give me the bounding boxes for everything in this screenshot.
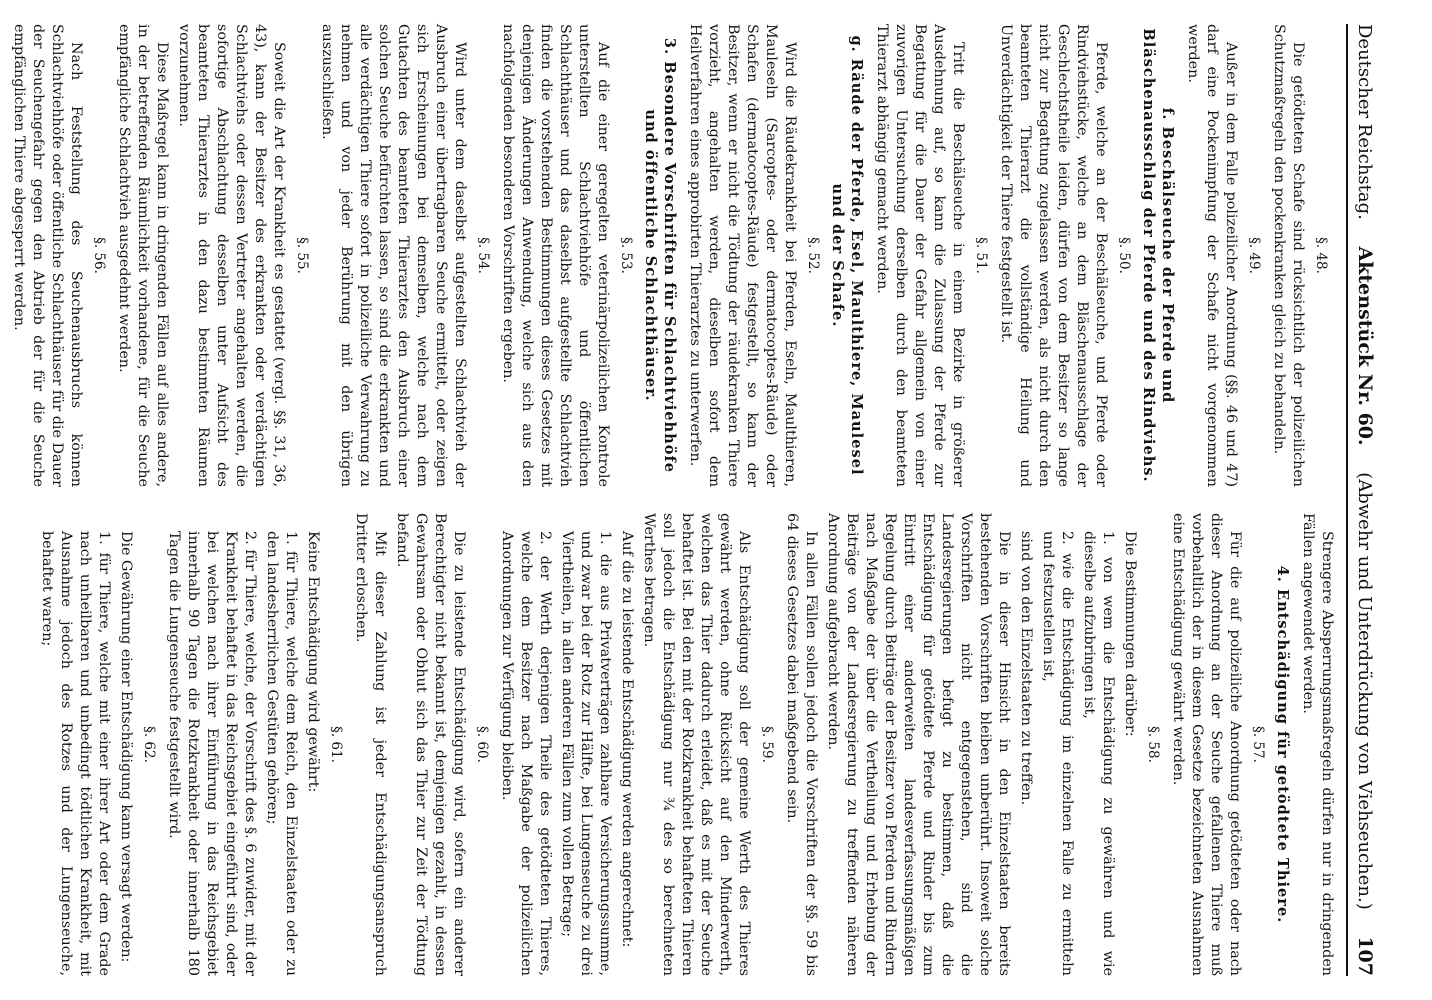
paragraph-number: §. 51.	[973, 237, 989, 274]
list-item: 2. wie die Entschädigung im einzelnen Falle zu ermitteln und festzustellen ist,	[1040, 531, 1075, 976]
body-paragraph: Für die auf polizeiliche Anordnung getödteten oder nach dieser Anordnung an der Seuche gefallenen Thiere muß vorbehaltlich der in diesem Gesetze bezeichneten Ausnahmen eine Entschädigung gewährt werden.	[1170, 513, 1243, 976]
body-paragraph: Die Gewährung einer Entschädigung kann versagt werden:	[118, 531, 134, 963]
body-paragraph: In allen Fällen sollen jedoch die Vorschriften der §§. 59 bis 64 dieses Gesetzes dabei maßgebend sein.	[784, 513, 819, 976]
header-middle: (Abwehr und Unterdrückung von Viehseuchen.)	[1354, 472, 1375, 910]
page-header	[1346, 24, 1376, 976]
body-paragraph: Auf die einer geregelten veterinärpolizeilichen Kontrole unterstellten Schlachtviehhöfe und öffentlichen Schlachthäuser und das daselbst aufgestellte Schlachtvieh finden die vorstehenden Bestimmungen dieses Gesetzes mit denjenigen Änderungen Anwendung, welche sich aus den nachfolgenden besonderen Vorschriften ergeben.	[500, 24, 611, 487]
list-item: 2. für Thiere, welche, der Vorschrift des §. 6 zuwider, mit der Krankheit behaftet in das Reichsgebiet eingeführt sind, oder bei welchen nach ihrer Einführung in das Reichsgebiet innerhalb 90 Tagen die Rotzkrankheit oder innerhalb 180 Tagen die Lungenseuche festgestellt wird.	[166, 531, 258, 976]
body-paragraph: Pferde, welche an der Beschälseuche, und Pferde oder Rindviehstücke, welche an dem Bläschenausschlage der Geschlechtstheile leiden, dürfen von dem Besitzer so lange nicht zur Begattung zugelassen werden, als nicht durch den beamteten Thierarzt die vollständige Heilung und Unverdächtigkeit der Thiere festgestellt ist.	[998, 24, 1109, 487]
body-paragraph: Außer in dem Falle polizeilicher Anordnung (§§. 46 und 47) darf eine Pockenimpfung der Schafe nicht vorgenommen werden.	[1185, 24, 1239, 487]
body-paragraph: Die in dieser Hinsicht in den Einzelstaaten bereits bestehenden Vorschriften bleiben unberührt. Insoweit solche Vorschriften nicht entgegenstehen, sind die Landesregierungen befugt zu bestimmen, daß die Entschädigung für getödtete Pferde und Rinder bis zum Eintritt einer anderweiten landesverfassungsmäßigen Regelung durch Beiträge der Besitzer von Pferden und Rindern nach Maßgabe der über die Vertheilung und Erhebung der Beiträge von der Landesregierung zu treffenden näheren Anordnung aufgebracht werden.	[825, 513, 1012, 976]
body-paragraph: Mit dieser Zahlung ist jeder Entschädigungsanspruch Dritter erloschen.	[353, 513, 388, 976]
left-column	[6, 24, 1336, 487]
page-number: 107	[1354, 936, 1376, 976]
body-paragraph: Keine Entschädigung wird gewährt:	[305, 531, 321, 793]
paragraph-number: §. 49.	[1246, 237, 1262, 274]
body-paragraph: Strengere Absperrungsmaßregeln dürfen nur in dringenden Fällen angewendet werden.	[1300, 513, 1335, 976]
paragraph-number: §. 59.	[759, 726, 775, 763]
header-title: Aktenstück Nr. 60.	[1354, 246, 1376, 446]
body-paragraph: Die getödteten Schafe sind rücksichtlich der polizeilichen Schutzmaßregeln den pockenkranken gleich zu behandeln.	[1271, 24, 1306, 487]
paragraph-number: §. 52.	[805, 237, 821, 274]
section-heading: g. Räude der Pferde, Esel, Maulthiere, Maulesel und der Schafe.	[829, 35, 865, 476]
section-heading: 4. Entschädigung für getödtete Thiere.	[1274, 565, 1291, 924]
paragraph-number: §. 60.	[474, 726, 490, 763]
list-item: 2. der Werth derjenigen Theile des getödteten Thieres, welche dem Besitzer nach Maßgabe der polizeilichen Anordnungen zur Verfügung bleiben.	[499, 531, 553, 976]
body-paragraph: Wird die Räudekrankheit bei Pferden, Eseln, Maulthieren, Mauleseln (Sarcoptes- oder dermatocoptes-Räude) oder Schafen (dermatocoptes-Räude) festgestellt, so kann der Besitzer, wenn er nicht die Tödtung der räudekranken Thiere vorzieht, angehalten werden, dieselben sofort dem Heilverfahren eines approbirten Thierarztes zu unterwerfen.	[687, 24, 798, 487]
paragraph-number: §. 61.	[328, 726, 344, 763]
body-paragraph: sind von den Einzelstaaten zu treffen.	[1018, 531, 1034, 806]
paragraph-number: §. 54.	[475, 237, 491, 274]
list-item: 1. von wem die Entschädigung zu gewähren und wie dieselbe aufzubringen ist,	[1081, 531, 1116, 976]
paragraph-number: §. 48.	[1313, 237, 1329, 274]
body-paragraph: Die Bestimmungen darüber:	[1122, 531, 1138, 737]
right-column	[6, 513, 1336, 976]
columns	[6, 24, 1336, 976]
paragraph-number: §. 62.	[141, 726, 157, 763]
body-paragraph: Wird unter dem daselbst aufgestellten Schlachtvieh der Ausbruch einer übertragbaren Seuche ermittelt, oder zeigen sich Erscheinungen bei demselben, welche nach dem Gutachten des beamteten Thierarztes den Ausbruch einer solchen Seuche befürchten lassen, so sind die erkrankten und alle verdächtigen Thiere sofort in polizeiliche Verwahrung zu nehmen und von jeder Berührung mit den übrigen auszuschließen.	[319, 24, 468, 487]
body-paragraph: Tritt die Beschälseuche in einem Bezirke in größerer Ausdehnung auf, so kann die Zulassung der Pferde zur Begattung für die Dauer der Gefahr allgemein von einer zuvorigen Untersuchung derselben durch den beamteten Thierarzt abhängig gemacht werden.	[874, 24, 966, 487]
body-paragraph: Nach Feststellung des Seuchenausbruchs können Schlachtviehhöfe oder öffentliche Schlachthäuser für die Dauer der Seuchengefahr gegen den Abtrieb der für die Seuche empfänglichen Thiere abgesperrt werden.	[11, 24, 84, 487]
body-paragraph: Soweit die Art der Krankheit es gestattet (vergl. §§. 31, 36, 43), kann der Besitzer des erkrankten oder verdächtigen Schlachtviehs oder dessen Vertreter angehalten werden, die sofortige Abschlachtung desselben unter Aufsicht des beamteten Thierarztes in den dazu bestimmten Räumen vorzunehmen.	[176, 24, 287, 487]
body-paragraph: Auf die zu leistende Entschädigung werden angerechnet:	[619, 531, 635, 948]
list-item: 1. für Thiere, welche dem Reich, den Einzelstaaten oder zu den landesherrlichen Gestüten gehören;	[264, 531, 299, 976]
paragraph-number: §. 58.	[1145, 726, 1161, 763]
header-left: Deutscher Reichstag.	[1354, 24, 1375, 220]
section-heading: f. Beschälseuche der Pferde und Bläschenausschlag der Pferde und des Rindviehs.	[1140, 28, 1176, 483]
paragraph-number: §. 53.	[618, 237, 634, 274]
paragraph-number: §. 57.	[1250, 726, 1266, 763]
body-paragraph: Die zu leistende Entschädigung wird, sofern ein anderer Berechtigter nicht bekannt ist, demjenigen gezahlt, in dessen Gewahrsam oder Obhut sich das Thier zur Zeit der Tödtung befand.	[394, 513, 467, 976]
paragraph-number: §. 55.	[294, 237, 310, 274]
list-item: 1. für Thiere, welche mit einer ihrer Art oder dem Grade nach unheilbaren und unbedingt tödtlichen Krankheit, mit Ausnahme jedoch des Rotzes und der Lungenseuche, behaftet waren;	[39, 531, 112, 976]
section-heading: 3. Besondere Vorschriften für Schlachtviehhöfe und öffentliche Schlachthäuser.	[642, 37, 678, 474]
paragraph-number: §. 50.	[1116, 237, 1132, 274]
body-paragraph: Als Entschädigung soll der gemeine Werth des Thieres gewährt werden, ohne Rücksicht auf den Minderwerth, welchen das Thier dadurch erleidet, daß es mit der Seuche behaftet ist. Bei den mit der Rotzkrankheit behafteten Thieren soll jedoch die Entschädigung nur ¾ des so berechneten Werthes betragen.	[641, 513, 752, 976]
list-item: 1. die aus Privatverträgen zahlbare Versicherungssumme, und zwar bei der Rotz zur Hälfte, bei Lungenseuche zu drei Viertheilen, in allen anderen Fällen zum vollen Betrage;	[559, 531, 613, 976]
paragraph-number: §. 56.	[91, 237, 107, 274]
body-paragraph: Diese Maßregel kann in dringenden Fällen auf alles andere, in der betreffenden Räumlichkeit vorhandene, für die Seuche empfängliche Schlachtvieh ausgedehnt werden.	[116, 24, 170, 487]
